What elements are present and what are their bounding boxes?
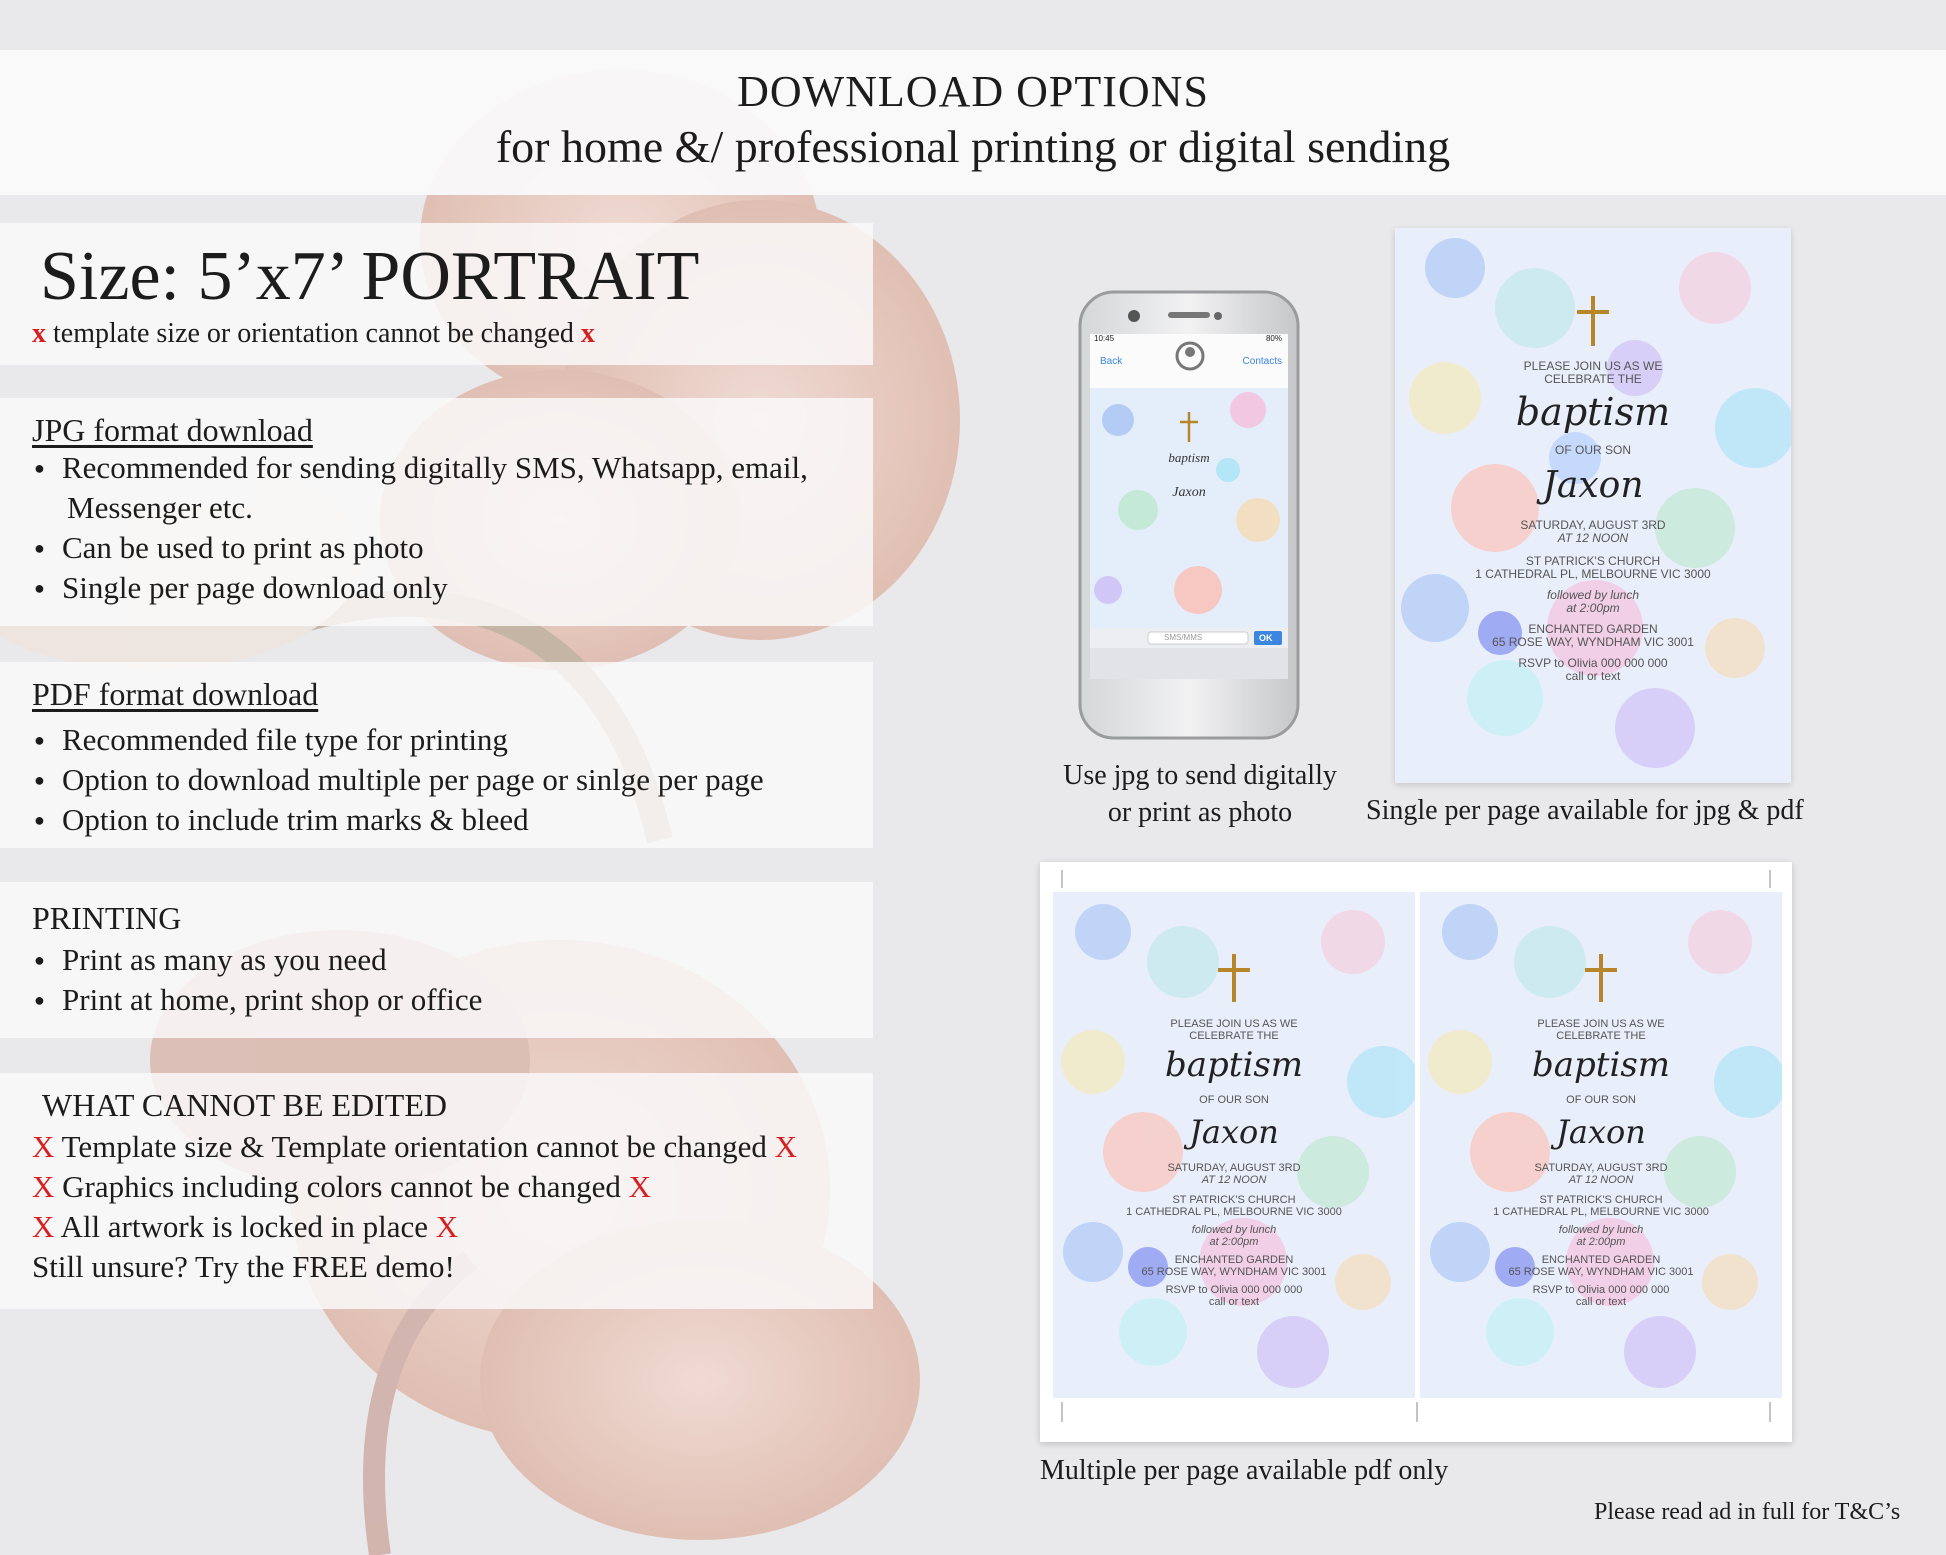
back-button[interactable]: Back [1100, 356, 1123, 367]
size-note-text: template size or orientation cannot be changed [53, 318, 574, 349]
x-mark: x [580, 318, 595, 349]
size-title: Size: 5’x7’ PORTRAIT [40, 238, 700, 315]
header-band [0, 50, 1946, 195]
printing-panel [0, 882, 873, 1038]
header-subtitle: for home &/ professional printing or digital sending [495, 121, 1451, 172]
header-title: DOWNLOAD OPTIONS [737, 67, 1209, 116]
svg-text:baptism: baptism [1168, 450, 1210, 465]
cannot-edit-panel [0, 1073, 873, 1309]
ok-button[interactable]: OK [1259, 633, 1273, 643]
printing-heading: PRINTING [32, 900, 182, 936]
jpg-panel [0, 398, 873, 626]
svg-text:Jaxon: Jaxon [1172, 485, 1206, 500]
list-item: ● Recommended file type for printing [32, 720, 764, 760]
invite-text: PLEASE JOIN US AS WE CELEBRATE THE baptism OF OUR SON Jaxon SATURDAY, AUGUST 3RD AT 12 NOON ST PATRICK'S CHURCH 1 CATHEDRAL PL, MELBOURNE VIC 3000 followed by lunch at 2:00pm ENCHANTED GARDEN 65 ROSE WAY, WYNDHAM VIC 3001 RSVP to Olivia 000 000 000 call or text [1493, 1018, 1709, 1308]
list-item: ● Print as many as you need [32, 940, 482, 980]
pdf-heading: PDF format download [32, 676, 319, 712]
cannot-edit-line: X All artwork is locked in place X [32, 1209, 459, 1244]
list-item: ● Recommended for sending digitally SMS, Whatsapp, email, [32, 448, 808, 488]
list-item: ● Single per page download only [32, 568, 808, 608]
single-invitation-card [1395, 228, 1791, 783]
status-battery: 80% [1265, 334, 1282, 343]
x-mark: x [32, 318, 46, 349]
size-note [32, 318, 595, 350]
pdf-bullet-list [32, 720, 764, 840]
sms-input[interactable]: SMS/MMS [1164, 633, 1203, 642]
printing-bullet-list [32, 940, 482, 1020]
demo-line: Still unsure? Try the FREE demo! [32, 1249, 455, 1284]
list-item-continuation: Messenger etc. [67, 490, 253, 525]
phone-mockup [1078, 290, 1300, 740]
jpg-bullet-list [32, 448, 808, 608]
list-item: ● Option to include trim marks & bleed [32, 800, 764, 840]
cannot-edit-line: X Graphics including colors cannot be changed X [32, 1169, 651, 1204]
pdf-panel [0, 662, 873, 848]
cannot-edit-lines [32, 1127, 797, 1287]
trim-marks [1040, 862, 1792, 1442]
footer-note: Please read ad in full for T&C’s [1594, 1499, 1901, 1525]
multi-per-page-sheet [1040, 862, 1792, 1442]
status-time: 10:45 [1094, 334, 1115, 343]
single-caption: Single per page available for jpg & pdf [1366, 795, 1804, 826]
contacts-button[interactable]: Contacts [1242, 356, 1282, 367]
list-item: ● Can be used to print as photo [32, 528, 808, 568]
invite-text: PLEASE JOIN US AS WE CELEBRATE THE baptism OF OUR SON Jaxon SATURDAY, AUGUST 3RD AT 12 NOON ST PATRICK'S CHURCH 1 CATHEDRAL PL, MELBOURNE VIC 3000 followed by lunch at 2:00pm ENCHANTED GARDEN 65 ROSE WAY, WYNDHAM VIC 3001 RSVP to Olivia 000 000 000 call or text [1475, 359, 1711, 683]
phone-caption: Use jpg to send digitally or print as photo [1063, 760, 1337, 828]
cannot-edit-line: X Template size & Template orientation cannot be changed X [32, 1129, 797, 1164]
cannot-edit-heading: WHAT CANNOT BE EDITED [42, 1087, 447, 1123]
invite-text: PLEASE JOIN US AS WE CELEBRATE THE baptism OF OUR SON Jaxon SATURDAY, AUGUST 3RD AT 12 NOON ST PATRICK'S CHURCH 1 CATHEDRAL PL, MELBOURNE VIC 3000 followed by lunch at 2:00pm ENCHANTED GARDEN 65 ROSE WAY, WYNDHAM VIC 3001 RSVP to Olivia 000 000 000 call or text [1126, 1018, 1342, 1308]
list-item: ● Option to download multiple per page or sinlge per page [32, 760, 764, 800]
jpg-heading: JPG format download [32, 412, 313, 448]
size-panel [0, 223, 873, 365]
list-item: ● Print at home, print shop or office [32, 980, 482, 1020]
multiple-caption: Multiple per page available pdf only [1040, 1455, 1449, 1486]
